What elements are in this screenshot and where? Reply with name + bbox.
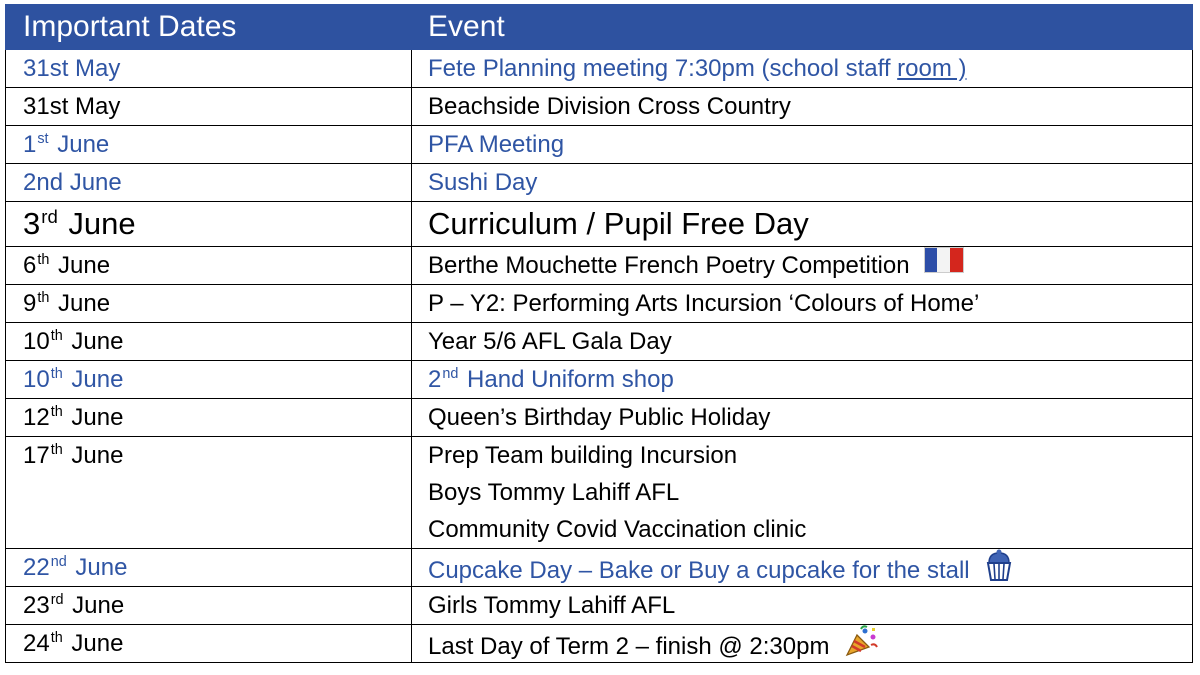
event-label: P – Y2: Performing Arts Incursion ‘Colours of Home’	[428, 290, 980, 317]
event-text	[428, 399, 1192, 436]
event-text	[428, 50, 1192, 87]
date-cell	[6, 285, 412, 323]
date-month: June	[68, 554, 128, 581]
date-text: 31st May	[23, 55, 121, 82]
event-label: Beachside Division Cross Country	[428, 93, 791, 120]
date-month: June	[65, 592, 125, 619]
date-month: June	[64, 328, 124, 355]
date-cell	[6, 399, 412, 437]
event-text	[428, 88, 1192, 125]
date-ordinal: rd	[50, 592, 64, 608]
date-month: June	[64, 442, 124, 469]
header-event: Event	[412, 5, 1193, 50]
event-cell	[412, 50, 1193, 88]
date-cell	[6, 247, 412, 285]
event-label: Curriculum / Pupil Free Day	[428, 206, 809, 241]
date-month: June	[64, 404, 124, 431]
event-cell	[412, 202, 1193, 247]
table-row	[6, 285, 1193, 323]
event-cell	[412, 323, 1193, 361]
table-row	[6, 399, 1193, 437]
date-cell	[6, 323, 412, 361]
event-text	[428, 323, 1192, 360]
date-month: June	[51, 252, 111, 279]
event-cell	[412, 361, 1193, 399]
table-header-row	[6, 5, 1193, 50]
date-text: 22	[23, 554, 50, 581]
event-text	[428, 202, 1192, 239]
table-row	[6, 549, 1193, 587]
date-ordinal: th	[37, 290, 50, 306]
date-text: 3	[23, 206, 41, 241]
date-ordinal: rd	[41, 206, 58, 227]
table-row	[6, 50, 1193, 88]
date-month: June	[51, 290, 111, 317]
event-text	[428, 437, 1192, 474]
table-row	[6, 88, 1193, 126]
header-important-dates: Important Dates	[6, 5, 412, 50]
event-text	[428, 361, 1192, 398]
event-label: Girls Tommy Lahiff AFL	[428, 592, 676, 619]
date-text: 31st May	[23, 93, 121, 120]
event-cell	[412, 285, 1193, 323]
event-label: Prep Team building Incursion	[428, 442, 738, 469]
event-label: Queen’s Birthday Public Holiday	[428, 404, 771, 431]
event-label: 2	[428, 366, 442, 393]
event-text	[428, 625, 1192, 662]
event-text	[428, 285, 1192, 322]
event-text	[428, 164, 1192, 201]
table-row	[6, 164, 1193, 202]
event-cell	[412, 549, 1193, 587]
date-ordinal: th	[50, 366, 63, 382]
date-month: June	[50, 131, 110, 158]
party-popper-icon	[843, 625, 879, 663]
date-text: 23	[23, 592, 50, 619]
french-flag-icon	[924, 248, 964, 284]
date-text: 6	[23, 252, 37, 279]
table-row	[6, 437, 1193, 549]
date-cell	[6, 88, 412, 126]
event-text	[428, 247, 1192, 284]
date-month: June	[59, 206, 136, 241]
table-row	[6, 126, 1193, 164]
event-cell	[412, 164, 1193, 202]
event-cell	[412, 88, 1193, 126]
event-cell	[412, 437, 1193, 549]
event-cell	[412, 247, 1193, 285]
date-text: 2nd June	[23, 169, 122, 196]
date-ordinal: th	[50, 404, 63, 420]
event-text	[428, 549, 1192, 586]
event-label: Boys Tommy Lahiff AFL	[428, 479, 680, 506]
table-row	[6, 323, 1193, 361]
event-label: Berthe Mouchette French Poetry Competition	[428, 252, 910, 279]
date-cell	[6, 361, 412, 399]
date-cell	[6, 126, 412, 164]
event-cell	[412, 126, 1193, 164]
event-text	[428, 587, 1192, 624]
important-dates-table	[5, 4, 1193, 663]
event-label: Sushi Day	[428, 169, 538, 196]
date-ordinal: th	[50, 442, 63, 458]
table-row	[6, 625, 1193, 663]
table-row	[6, 361, 1193, 399]
date-cell	[6, 164, 412, 202]
table-row	[6, 247, 1193, 285]
event-cell	[412, 587, 1193, 625]
date-month: June	[64, 630, 124, 657]
event-label-rest: Hand Uniform shop	[460, 366, 674, 393]
date-text: 1	[23, 131, 37, 158]
date-text: 10	[23, 366, 50, 393]
event-cell	[412, 625, 1193, 663]
date-text: 9	[23, 290, 37, 317]
event-label: Last Day of Term 2 – finish @ 2:30pm	[428, 632, 830, 660]
event-label: Cupcake Day – Bake or Buy a cupcake for the stall	[428, 556, 970, 584]
date-cell	[6, 202, 412, 247]
event-label: Fete Planning meeting 7:30pm (school staff	[428, 55, 898, 82]
event-text	[428, 474, 1192, 511]
date-cell	[6, 437, 412, 549]
date-ordinal: th	[37, 252, 50, 268]
table-row	[6, 202, 1193, 247]
date-month: June	[64, 366, 124, 393]
date-text: 10	[23, 328, 50, 355]
event-ordinal: nd	[442, 366, 459, 382]
date-ordinal: th	[50, 328, 63, 344]
table-body	[6, 50, 1193, 663]
date-ordinal: nd	[50, 554, 67, 570]
date-cell	[6, 50, 412, 88]
date-text: 24	[23, 630, 50, 657]
date-cell	[6, 549, 412, 587]
date-ordinal: th	[50, 630, 63, 646]
event-text	[428, 511, 1192, 548]
event-text	[428, 126, 1192, 163]
cupcake-icon	[984, 549, 1014, 587]
room-link[interactable]: room )	[897, 55, 967, 82]
date-cell	[6, 587, 412, 625]
event-cell	[412, 399, 1193, 437]
date-ordinal: st	[37, 131, 49, 147]
event-label: Community Covid Vaccination clinic	[428, 516, 807, 543]
table-row	[6, 587, 1193, 625]
date-cell	[6, 625, 412, 663]
date-text: 17	[23, 442, 50, 469]
event-label: Year 5/6 AFL Gala Day	[428, 328, 672, 355]
event-label: PFA Meeting	[428, 131, 565, 158]
date-text: 12	[23, 404, 50, 431]
